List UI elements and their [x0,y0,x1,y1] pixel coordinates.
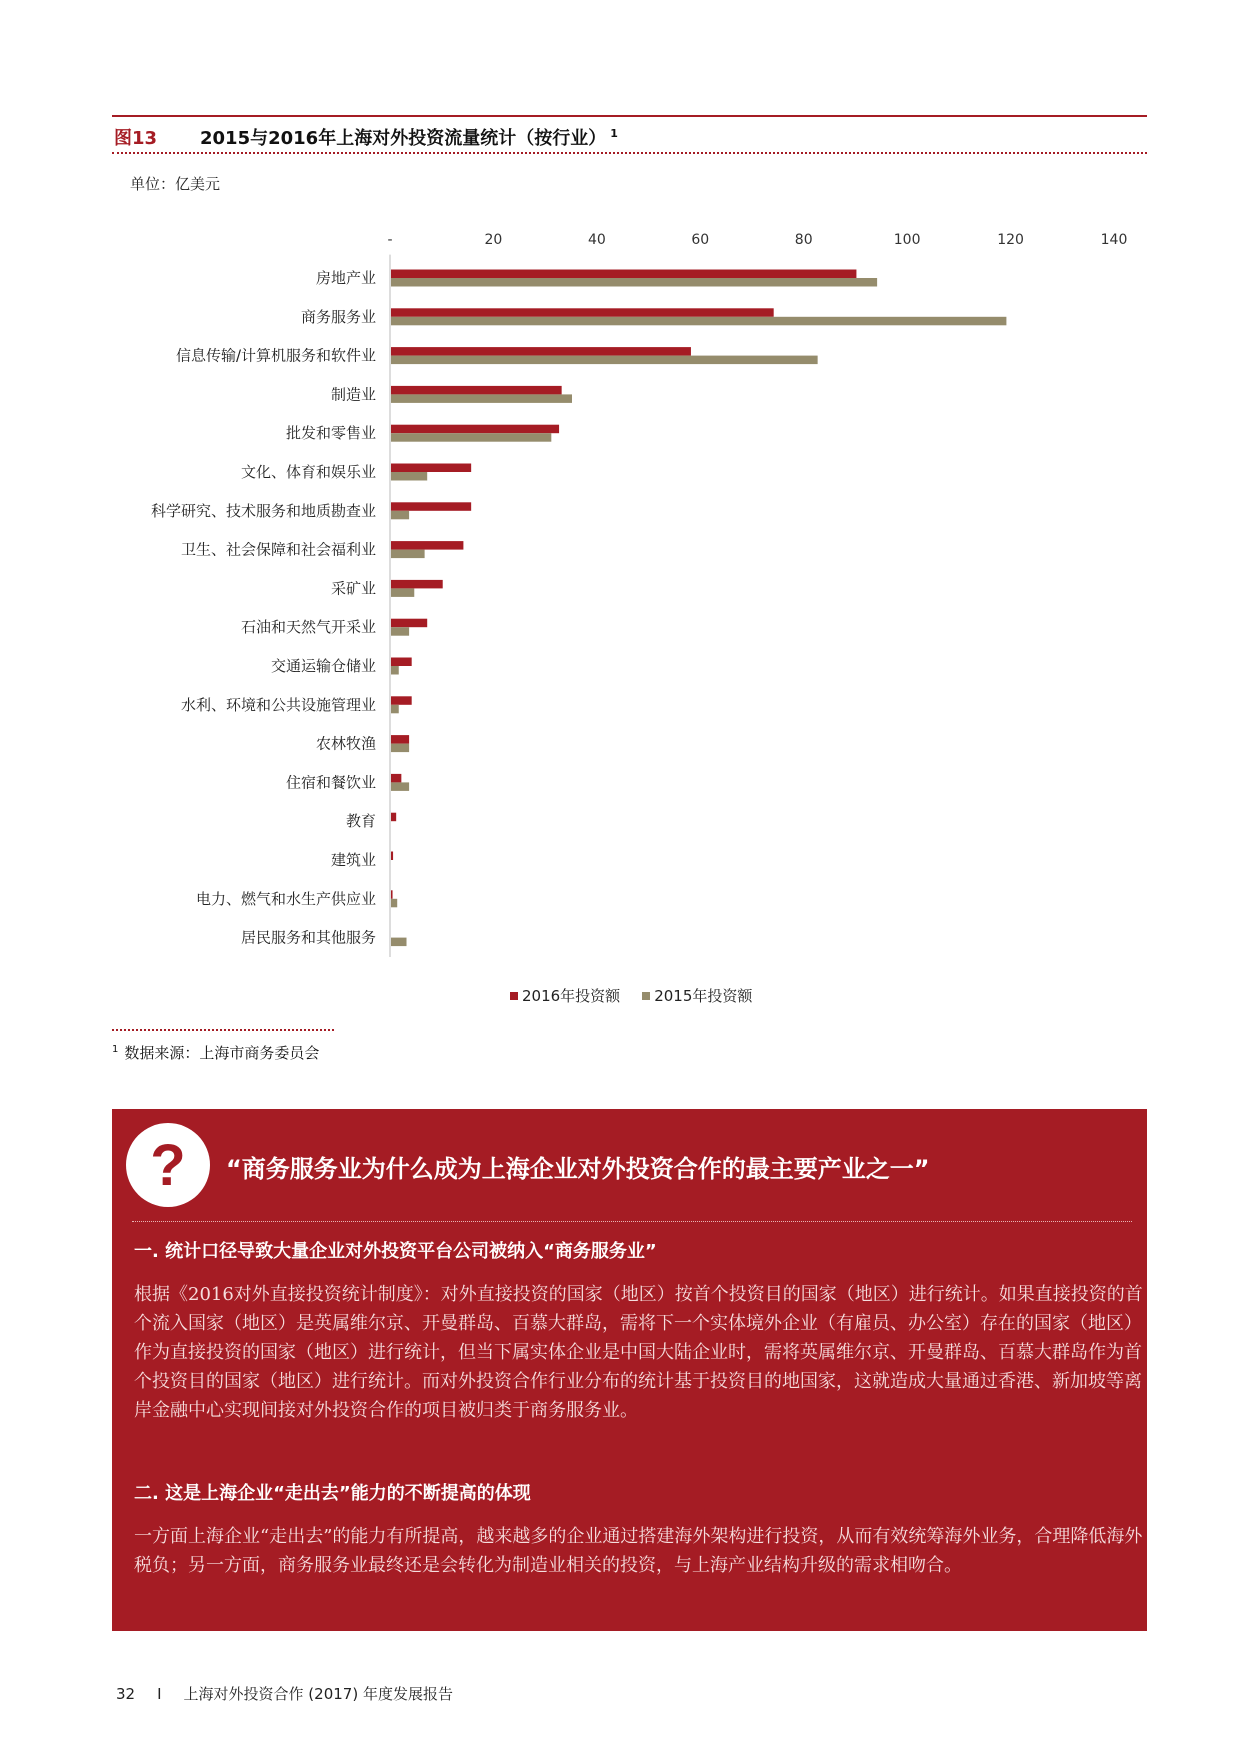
category-label: 教育 [345,812,376,831]
report-title: 上海对外投资合作 (2017) 年度发展报告 [183,1685,453,1703]
legend-item-2015 [642,985,752,1006]
qa-box-title: “商务服务业为什么成为上海企业对外投资合作的最主要产业之一” [226,1155,930,1183]
category-label: 交通运输仓储业 [270,657,376,675]
bar-2015 [391,899,397,908]
bar-2015 [391,278,877,287]
x-tick-label: 140 [1100,232,1128,248]
bar-2015 [391,550,425,559]
category-label: 住宿和餐饮业 [285,773,376,792]
bar-2015 [391,472,427,481]
bar-2015 [391,666,399,675]
x-tick-label: 20 [484,232,503,248]
chart-legend [510,985,752,1006]
section-1-heading: 一. 统计口径导致大量企业对外投资平台公司被纳入“商务服务业” [134,1241,657,1262]
bar-2015 [391,627,409,636]
category-label: 卫生、社会保障和社会福利业 [180,540,376,559]
bar-2016 [391,580,443,589]
category-label: 科学研究、技术服务和地质勘查业 [150,501,376,520]
category-label: 石油和天然气开采业 [240,618,376,637]
bar-2016 [391,735,409,744]
category-label: 农林牧渔 [315,734,376,753]
bar-2016 [391,813,396,822]
bar-2015 [391,782,409,791]
bar-2016 [391,270,856,279]
page-footer [116,1683,453,1704]
bar-2015 [391,938,407,947]
category-label: 制造业 [330,385,376,404]
bar-2015 [391,588,414,597]
category-label: 商务服务业 [300,307,376,326]
x-tick-label: 80 [794,232,813,248]
figure-title-text: 2015与2016年上海对外投资流量统计（按行业） [200,128,607,149]
question-mark-icon: ? [126,1123,210,1207]
footer-separator: I [157,1685,162,1703]
category-label: 电力、燃气和水生产供应业 [195,889,376,908]
legend-label-2016: 2016年投资额 [522,987,621,1005]
bar-2016 [391,658,412,667]
section-1-paragraph: 根据《2016对外直接投资统计制度》：对外直接投资的国家（地区）按首个投资目的国家（地区）进行统计。如果直接投资的首个流入国家（地区）是英属维尔京、开曼群岛、百慕大群岛，需将下一个实体境外企业（有雇员、办公室）存在的国家（地区）作为直接投资的国家（地区）进行统计，但当下属实体企业是中国大陆企业时，需将英属维尔京、开曼群岛、百慕大群岛作为首个投资目的国家（地区）进行统计。而对外投资合作行业分布的统计基于投资目的地国家，这就造成大量通过香港、新加坡等离岸金融中心实现间接对外投资合作的项目被归类于商务服务业。 [134,1284,1143,1421]
bar-2016 [391,696,412,705]
bar-2016 [391,308,774,317]
legend-swatch-2015 [642,992,650,1000]
category-label: 信息传输/计算机服务和软件业 [175,346,376,365]
footnote-text: 数据来源：上海市商务委员会 [124,1044,320,1062]
legend-item-2016 [510,985,620,1006]
x-tick-label: 100 [893,232,921,248]
category-label: 批发和零售业 [285,424,376,443]
bar-2016 [391,541,463,550]
chart-unit-label: 单位：亿美元 [130,175,221,193]
qa-box [112,1109,1147,1631]
category-label: 水利、环境和公共设施管理业 [180,695,376,714]
qa-box-divider [132,1221,1132,1222]
footnote-rule [112,1029,334,1031]
x-tick-label: 120 [997,232,1024,248]
bar-2015 [391,511,409,520]
bar-2016 [391,619,427,628]
section-2-heading: 二. 这是上海企业“走出去”能力的不断提高的体现 [134,1483,531,1504]
bar-2015 [391,394,572,403]
category-label: 房地产业 [315,269,376,287]
bar-2016 [391,774,401,783]
footnote-mark: 1 [112,1044,119,1055]
bar-2015 [391,317,1006,326]
bar-2015 [391,705,399,714]
footnote [112,1042,319,1063]
x-tick-label: 40 [587,232,606,248]
bar-2016 [391,890,393,899]
bar-2015 [391,433,551,442]
page-number: 32 [116,1685,136,1703]
figure-label: 图13 [114,128,158,149]
category-label: 采矿业 [330,579,376,598]
x-tick-label: 60 [691,232,710,248]
category-label: 建筑业 [330,851,376,869]
bar-2015 [391,744,409,753]
bar-2016 [391,347,691,356]
legend-swatch-2016 [510,992,518,1000]
bar-2015 [391,356,818,365]
bar-2016 [391,464,471,473]
legend-label-2015: 2015年投资额 [654,987,753,1005]
category-label: 居民服务和其他服务 [240,928,376,947]
bar-2016 [391,502,471,511]
x-tick-label: - [387,232,393,248]
figure-title-footnote-mark: 1 [610,127,618,140]
category-label: 文化、体育和娱乐业 [240,463,376,481]
bar-2016 [391,852,393,861]
bar-2016 [391,386,562,395]
bar-2016 [391,425,559,434]
section-2-paragraph: 一方面上海企业“走出去”的能力有所提高，越来越多的企业通过搭建海外架构进行投资，从而有效统筹海外业务，合理降低海外税负；另一方面，商务服务业最终还是会转化为制造业相关的投资，与上海产业结构升级的需求相吻合。 [134,1526,1143,1576]
